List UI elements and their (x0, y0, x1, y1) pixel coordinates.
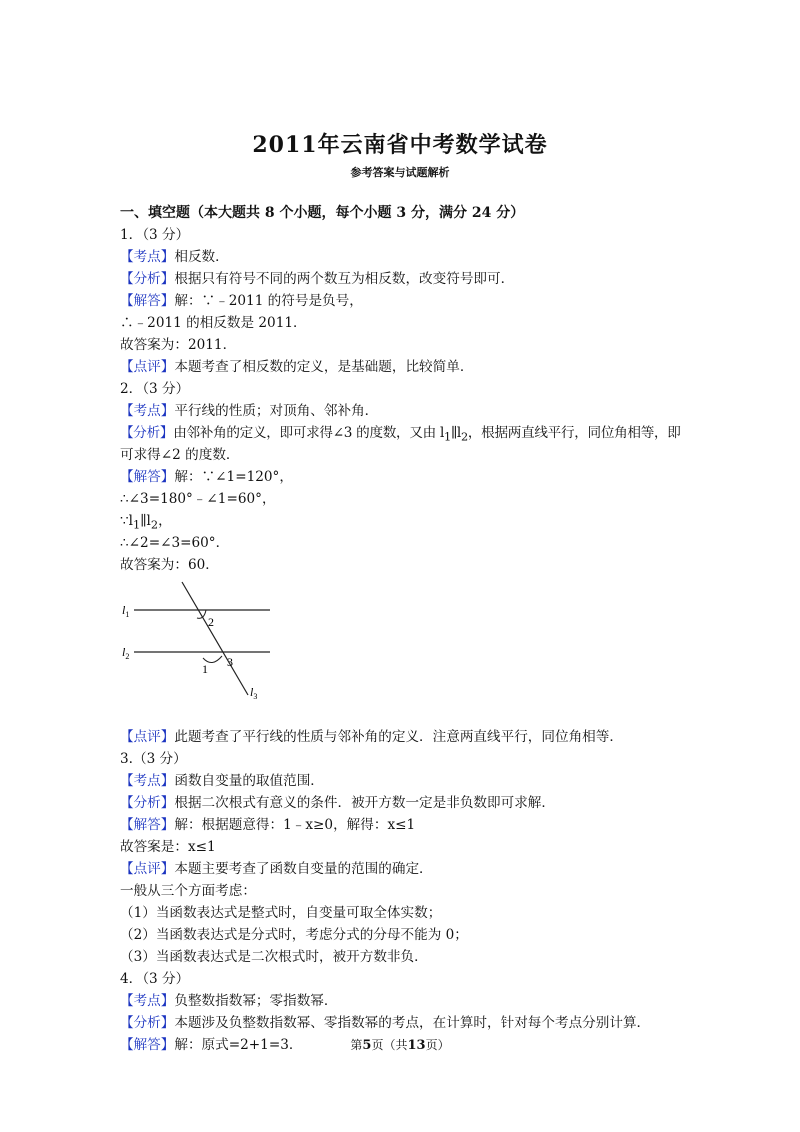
question-4-number: 4．（3 分） (120, 971, 190, 987)
q4-point: 负整数指数幂；零指数幂． (174, 993, 338, 1009)
footer-post: 页） (425, 1038, 450, 1052)
q2-l3c: ， (158, 513, 172, 529)
comment-tag: 【点评】 (120, 729, 175, 745)
q2-l3b: ∥l (140, 513, 151, 529)
q2-l3a: ∵l (120, 513, 133, 529)
q2-answer: 解：∵∠1=120°， (174, 469, 293, 485)
q1-comment: 本题考查了相反数的定义，是基础题，比较简单． (174, 359, 474, 375)
q2-analysis-b: ∥l (450, 425, 461, 441)
point-tag: 【考点】 (120, 773, 175, 789)
q1-point-line (120, 246, 690, 268)
point-tag: 【考点】 (120, 403, 175, 419)
q3-comment: 本题主要考查了函数自变量的范围的确定． (174, 861, 433, 877)
question-1-number: 1．（3 分） (120, 227, 190, 243)
q1-analysis: 根据只有符号不同的两个数互为相反数，改变符号即可． (174, 271, 515, 287)
page-title: 2011年云南省中考数学试卷 (252, 132, 548, 158)
document-body (120, 202, 690, 1056)
q3-point-line (120, 770, 690, 792)
q3-analysis-line (120, 792, 690, 814)
angle-1-label: 1 (202, 662, 208, 676)
q3-comment-line (120, 858, 690, 880)
q1-comment-line (120, 356, 690, 378)
page-subtitle: 参考答案与试题解析 (350, 166, 450, 179)
label-l3: $l_3$ (250, 685, 258, 701)
q1-answer: 解：∵﹣2011 的符号是负号， (174, 293, 363, 309)
footer-total-pages: 13 (407, 1038, 426, 1053)
q2-analysis-a: 由邻补角的定义，即可求得∠3 的度数，又由 l (173, 425, 445, 441)
q2-point: 平行线的性质；对顶角、邻补角． (174, 403, 379, 419)
point-tag: 【考点】 (120, 993, 175, 1009)
q2-answer-line-3 (120, 510, 690, 532)
q2-answer-line (120, 466, 690, 488)
q3-answer: 解：根据题意得：1﹣x≥0，解得：x≤1 (174, 817, 416, 833)
q2-analysis-line (120, 422, 690, 444)
q1-point: 相反数． (174, 249, 229, 265)
q3-answer-line-2: 故答案是：x≤1 (120, 839, 216, 855)
q3-answer-line (120, 814, 690, 836)
question-3-number: 3.（3 分） (120, 751, 187, 767)
q3-comment-line-3: （1）当函数表达式是整式时，自变量可取全体实数； (120, 905, 442, 921)
question-2-number: 2．（3 分） (120, 381, 190, 397)
answer-tag: 【解答】 (120, 469, 175, 485)
line-l3 (182, 582, 248, 695)
q2-analysis-c: ，根据两直线平行，同位角相等，即 (467, 425, 681, 441)
q1-answer-line-2: ∴﹣2011 的相反数是 2011． (120, 315, 307, 331)
comment-tag: 【点评】 (120, 861, 175, 877)
q1-answer-line-3: 故答案为：2011． (120, 337, 237, 353)
q3-analysis: 根据二次根式有意义的条件．被开方数一定是非负数即可求解． (174, 795, 555, 811)
q4-analysis: 本题涉及负整数指数幂、零指数幂的考点，在计算时，针对每个考点分别计算． (174, 1015, 651, 1031)
answer-tag: 【解答】 (120, 817, 175, 833)
analysis-tag: 【分析】 (120, 1015, 175, 1031)
subscript: 1 (444, 429, 451, 444)
angle-3-label: 3 (227, 655, 233, 669)
q1-analysis-line (120, 268, 690, 290)
analysis-tag: 【分析】 (120, 425, 174, 441)
q2-comment-line (120, 726, 690, 748)
analysis-tag: 【分析】 (120, 795, 175, 811)
subscript: 1 (133, 517, 141, 532)
q3-point: 函数自变量的取值范围． (174, 773, 324, 789)
q2-answer-line-5: 故答案为：60． (120, 557, 219, 573)
q2-answer-line-4: ∴∠2=∠3=60°． (120, 535, 230, 551)
q1-answer-line (120, 290, 690, 312)
comment-tag: 【点评】 (120, 359, 175, 375)
q3-comment-line-2: 一般从三个方面考虑： (120, 883, 256, 899)
q4-point-line (120, 990, 690, 1012)
q2-comment: 此题考查了平行线的性质与邻补角的定义．注意两直线平行，同位角相等． (174, 729, 623, 745)
answer-tag: 【解答】 (120, 293, 175, 309)
analysis-tag: 【分析】 (120, 271, 175, 287)
q2-answer-line-2: ∴∠3=180°﹣∠1=60°， (120, 491, 276, 507)
subscript: 2 (150, 517, 159, 532)
answer-tag: 【解答】 (120, 1037, 175, 1053)
page-footer (0, 1036, 800, 1053)
section-heading: 一、填空题（本大题共 8 个小题，每个小题 3 分，满分 24 分） (120, 205, 525, 221)
footer-pre: 第 (350, 1038, 363, 1052)
footer-mid: 页（共 (371, 1038, 408, 1052)
parallel-lines-figure (120, 580, 290, 720)
footer-page-number: 5 (362, 1038, 372, 1053)
q2-point-line (120, 400, 690, 422)
q4-answer: 解：原式=2+1=3． (174, 1037, 303, 1053)
point-tag: 【考点】 (120, 249, 175, 265)
angle-2-label: 2 (208, 615, 214, 629)
label-l2: $l_2$ (122, 645, 130, 661)
q4-analysis-line (120, 1012, 690, 1034)
angle-2-arc (197, 610, 206, 618)
q3-comment-line-4: （2）当函数表达式是分式时，考虑分式的分母不能为 0； (120, 927, 468, 943)
q2-analysis-line-2: 可求得∠2 的度数． (120, 447, 240, 463)
label-l1: $l_1$ (122, 603, 130, 619)
q3-comment-line-5: （3）当函数表达式是二次根式时，被开方数非负． (120, 949, 428, 965)
subscript: 2 (460, 429, 468, 444)
